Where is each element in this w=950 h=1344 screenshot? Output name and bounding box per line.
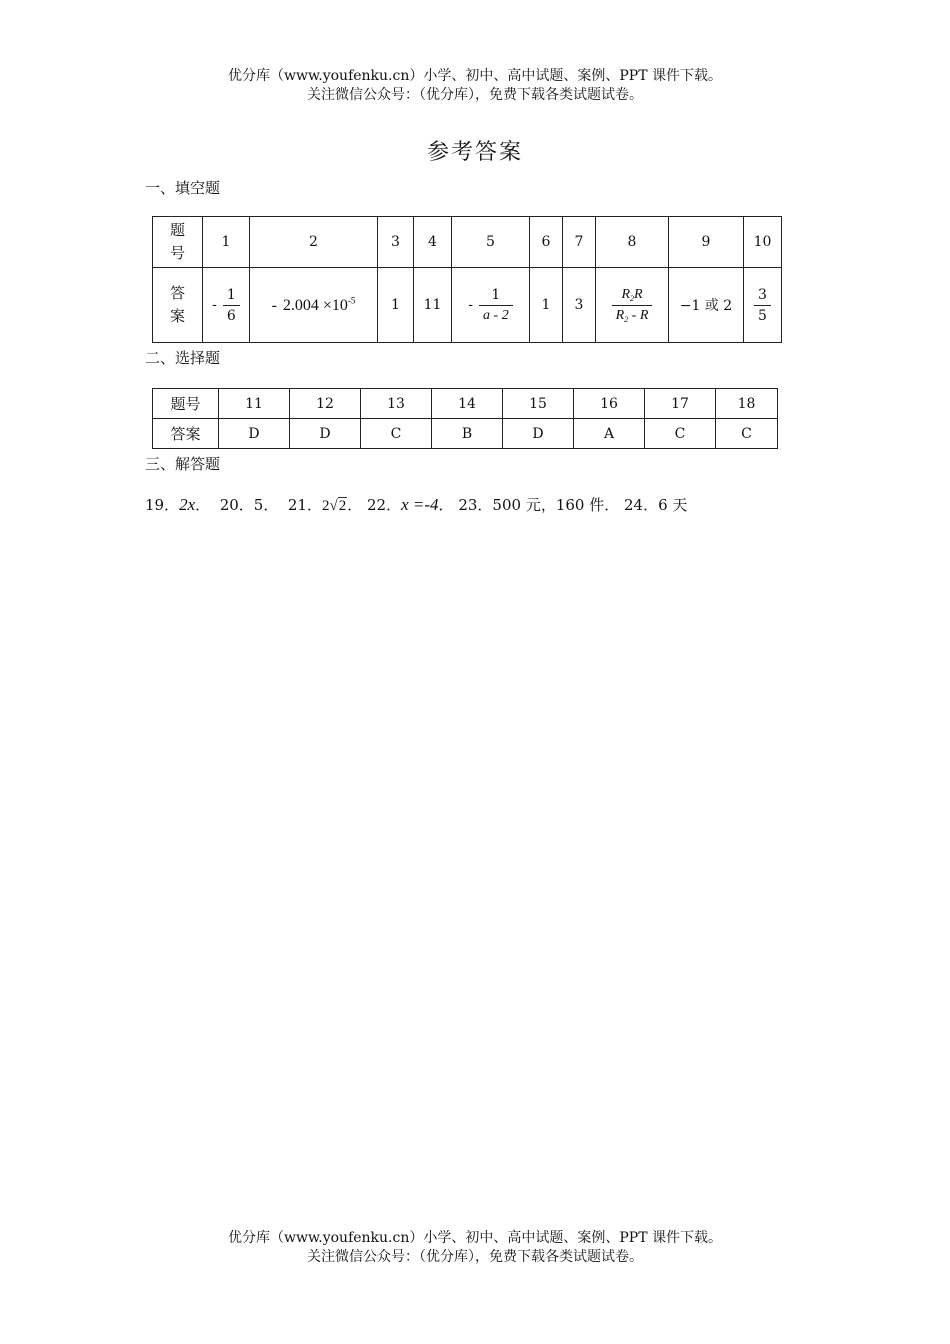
page-title: 参考答案 xyxy=(426,140,523,165)
answer-9: −1 或 2 xyxy=(669,268,744,343)
answer-10-numerator: 3 xyxy=(758,286,767,303)
answer-8-den-rest: - R xyxy=(628,307,649,323)
answer-8-num-r2-sub: 2 xyxy=(630,293,634,303)
footer-line-2: 关注微信公众号：（优分库），免费下载各类试题试卷。 xyxy=(307,1249,643,1265)
choice-answer-14: B xyxy=(432,419,503,449)
q23-answer: 23．500 元，160 件． xyxy=(458,496,620,514)
row-label-answer xyxy=(153,268,203,343)
choice-number-18: 18 xyxy=(716,389,778,419)
row-label-number-text: 题号 xyxy=(169,221,185,262)
answer-7: 3 xyxy=(563,268,596,343)
q19-label: 19． xyxy=(145,496,180,514)
solve-section-heading: 三、解答题 xyxy=(145,455,221,473)
q21-end: ． xyxy=(347,496,363,514)
answer-8 xyxy=(596,268,669,343)
answer-1-sign: - xyxy=(212,297,217,313)
question-number-2: 2 xyxy=(250,217,378,268)
answer-6: 1 xyxy=(530,268,563,343)
choice-number-17: 17 xyxy=(645,389,716,419)
choice-answer-16: A xyxy=(574,419,645,449)
table-row-answers xyxy=(153,419,778,449)
q22-value: x =-4 xyxy=(401,495,439,514)
table-row-numbers xyxy=(153,217,782,268)
table-row-numbers xyxy=(153,389,778,419)
answer-1-numerator: 1 xyxy=(226,286,236,303)
answer-8-num-r: R xyxy=(634,286,643,302)
answer-8-den-r2: R xyxy=(615,307,625,323)
answer-5-fraction xyxy=(479,287,513,324)
q19-end: ． xyxy=(195,496,211,514)
answer-2 xyxy=(250,268,378,343)
answer-8-num-r2: R xyxy=(621,286,630,302)
answer-1 xyxy=(203,268,250,343)
choice-answer-15: D xyxy=(503,419,574,449)
solve-answers-line xyxy=(145,494,687,515)
answer-2-expression xyxy=(272,297,356,314)
choice-number-13: 13 xyxy=(361,389,432,419)
question-number-1: 1 xyxy=(203,217,250,268)
answer-8-den-r2-sub: 2 xyxy=(624,314,629,324)
answer-5 xyxy=(452,268,530,343)
question-number-6: 6 xyxy=(530,217,563,268)
question-number-4: 4 xyxy=(414,217,452,268)
question-number-10: 10 xyxy=(744,217,782,268)
answer-2-times: ×10 xyxy=(322,296,348,314)
q22-label: 22． xyxy=(367,496,402,514)
answer-8-fraction xyxy=(612,287,653,324)
choice-answer-12: D xyxy=(290,419,361,449)
row-label-number xyxy=(153,217,203,268)
fill-answer-table xyxy=(152,216,782,343)
answer-10-fraction xyxy=(754,287,771,324)
header-line-1: 优分库（www.youfenku.cn）小学、初中、高中试题、案例、PPT 课件下载。 xyxy=(227,68,722,84)
row-label-answer: 答案 xyxy=(153,419,219,449)
answer-5-sign: - xyxy=(468,297,474,313)
choice-number-14: 14 xyxy=(432,389,503,419)
q21-value: 2√2 xyxy=(321,498,347,514)
q24-answer: 24．6 天 xyxy=(624,496,688,514)
q22-end: ． xyxy=(438,496,454,514)
row-label-answer-text: 答案 xyxy=(169,284,185,325)
choice-number-12: 12 xyxy=(290,389,361,419)
answer-2-sign: - xyxy=(271,296,277,314)
q21-label: 21． xyxy=(287,496,322,514)
q21-radicand: 2 xyxy=(338,498,347,514)
choice-answer-table xyxy=(152,388,778,449)
answer-2-exponent: -5 xyxy=(347,295,356,306)
question-number-8: 8 xyxy=(596,217,669,268)
answer-1-fraction xyxy=(223,287,240,324)
answer-4: 11 xyxy=(414,268,452,343)
footer-line-1: 优分库（www.youfenku.cn）小学、初中、高中试题、案例、PPT 课件下载。 xyxy=(227,1230,722,1246)
choice-answer-17: C xyxy=(645,419,716,449)
choice-number-11: 11 xyxy=(219,389,290,419)
choice-answer-11: D xyxy=(219,419,290,449)
choice-answer-18: C xyxy=(716,419,778,449)
choice-number-15: 15 xyxy=(503,389,574,419)
fill-section-heading: 一、填空题 xyxy=(145,179,221,197)
answer-10 xyxy=(744,268,782,343)
answer-1-denominator: 6 xyxy=(223,305,240,324)
choice-number-16: 16 xyxy=(574,389,645,419)
answer-3: 1 xyxy=(378,268,414,343)
answer-5-denominator: a - 2 xyxy=(479,305,513,324)
answer-5-numerator: 1 xyxy=(491,286,501,303)
question-number-3: 3 xyxy=(378,217,414,268)
answer-10-denominator: 5 xyxy=(754,305,771,324)
question-number-7: 7 xyxy=(563,217,596,268)
choice-section-heading: 二、选择题 xyxy=(145,349,221,367)
question-number-5: 5 xyxy=(452,217,530,268)
q19-value: 2x xyxy=(179,495,196,514)
q20-answer: 20．5． xyxy=(219,496,279,514)
table-row-answers xyxy=(153,268,782,343)
row-label-number: 题号 xyxy=(153,389,219,419)
answer-8-numerator xyxy=(617,287,646,305)
header-line-2: 关注微信公众号：（优分库），免费下载各类试题试卷。 xyxy=(307,87,643,103)
answer-8-denominator xyxy=(612,305,653,324)
choice-answer-13: C xyxy=(361,419,432,449)
question-number-9: 9 xyxy=(669,217,744,268)
answer-2-mantissa: 2.004 xyxy=(282,296,319,314)
q21-coef: 2 xyxy=(321,498,330,514)
